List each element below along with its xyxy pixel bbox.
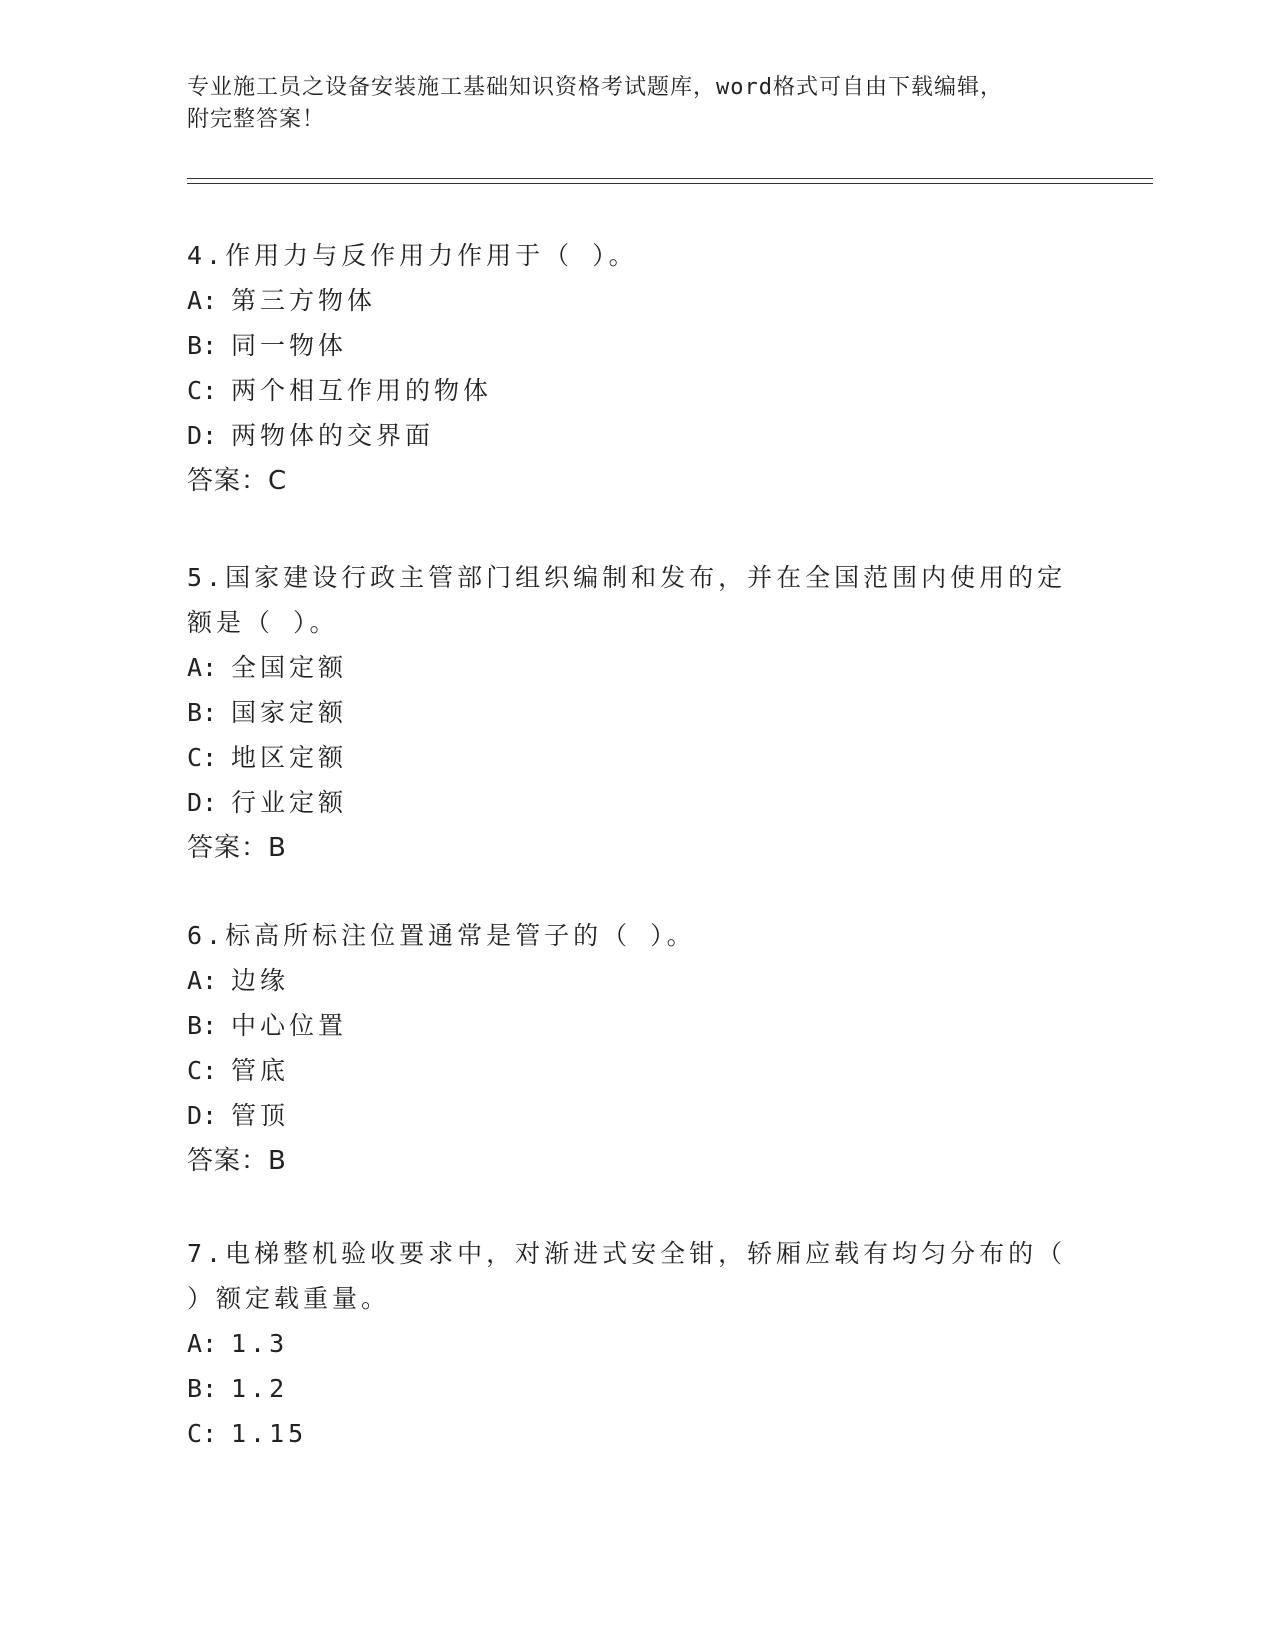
header-divider-top [187, 178, 1153, 179]
question-stem-line-2: 额是（ ）。 [187, 608, 339, 637]
question-stem: 6.标高所标注位置通常是管子的（ ）。 [187, 921, 696, 950]
option-b [187, 690, 1087, 735]
option-b [187, 323, 1087, 368]
option-d [187, 780, 1087, 825]
option-text: 行业定额 [231, 788, 348, 817]
answer-line: 答案：C [187, 466, 288, 496]
option-text: 管顶 [231, 1101, 290, 1130]
option-text: 地区定额 [231, 743, 348, 772]
option-text: 1.15 [231, 1419, 308, 1448]
option-text: 边缘 [231, 966, 290, 995]
option-letter: B: [187, 1374, 218, 1403]
option-b [187, 1003, 1087, 1048]
option-b [187, 1366, 1087, 1411]
option-a [187, 958, 1087, 1003]
answer-line: 答案：B [187, 1146, 287, 1176]
header-line-2: 附完整答案！ [187, 107, 326, 132]
option-letter: C: [187, 1056, 218, 1085]
option-letter: D: [187, 421, 218, 450]
question-stem: 4.作用力与反作用力作用于（ ）。 [187, 241, 638, 270]
option-text: 两个相互作用的物体 [231, 376, 493, 405]
option-text: 管底 [231, 1056, 290, 1085]
option-letter: C: [187, 743, 218, 772]
option-c [187, 735, 1087, 780]
question-5 [187, 555, 1087, 871]
option-text: 同一物体 [231, 331, 348, 360]
option-a [187, 1321, 1087, 1366]
option-text: 中心位置 [231, 1011, 348, 1040]
option-c [187, 368, 1087, 413]
option-c [187, 1048, 1087, 1093]
option-d [187, 1093, 1087, 1138]
option-letter: A: [187, 1329, 218, 1358]
option-letter: D: [187, 788, 218, 817]
option-a [187, 645, 1087, 690]
option-text: 1.2 [231, 1374, 289, 1403]
option-c [187, 1411, 1087, 1456]
question-stem-line-1: 5.国家建设行政主管部门组织编制和发布，并在全国范围内使用的定 [187, 563, 1067, 592]
answer-line: 答案：B [187, 833, 287, 863]
option-letter: A: [187, 286, 218, 315]
option-text: 两物体的交界面 [231, 421, 435, 450]
option-letter: C: [187, 376, 218, 405]
header-line-1: 专业施工员之设备安装施工基础知识资格考试题库，word格式可自由下载编辑， [187, 75, 1003, 100]
option-letter: B: [187, 698, 218, 727]
header-divider-bottom [187, 183, 1153, 184]
question-7 [187, 1231, 1087, 1456]
option-letter: A: [187, 966, 218, 995]
question-6 [187, 913, 1087, 1184]
option-text: 全国定额 [231, 653, 348, 682]
option-letter: B: [187, 1011, 218, 1040]
option-letter: C: [187, 1419, 218, 1448]
question-4 [187, 233, 1087, 504]
option-letter: D: [187, 1101, 218, 1130]
option-text: 第三方物体 [231, 286, 377, 315]
question-stem-line-2: ）额定载重量。 [187, 1284, 391, 1313]
option-a [187, 278, 1087, 323]
option-letter: A: [187, 653, 218, 682]
option-text: 1.3 [231, 1329, 289, 1358]
question-stem-line-1: 7.电梯整机验收要求中，对渐进式安全钳，轿厢应载有均匀分布的（ [187, 1239, 1067, 1268]
option-letter: B: [187, 331, 218, 360]
document-header [187, 72, 1087, 136]
option-text: 国家定额 [231, 698, 348, 727]
option-d [187, 413, 1087, 458]
